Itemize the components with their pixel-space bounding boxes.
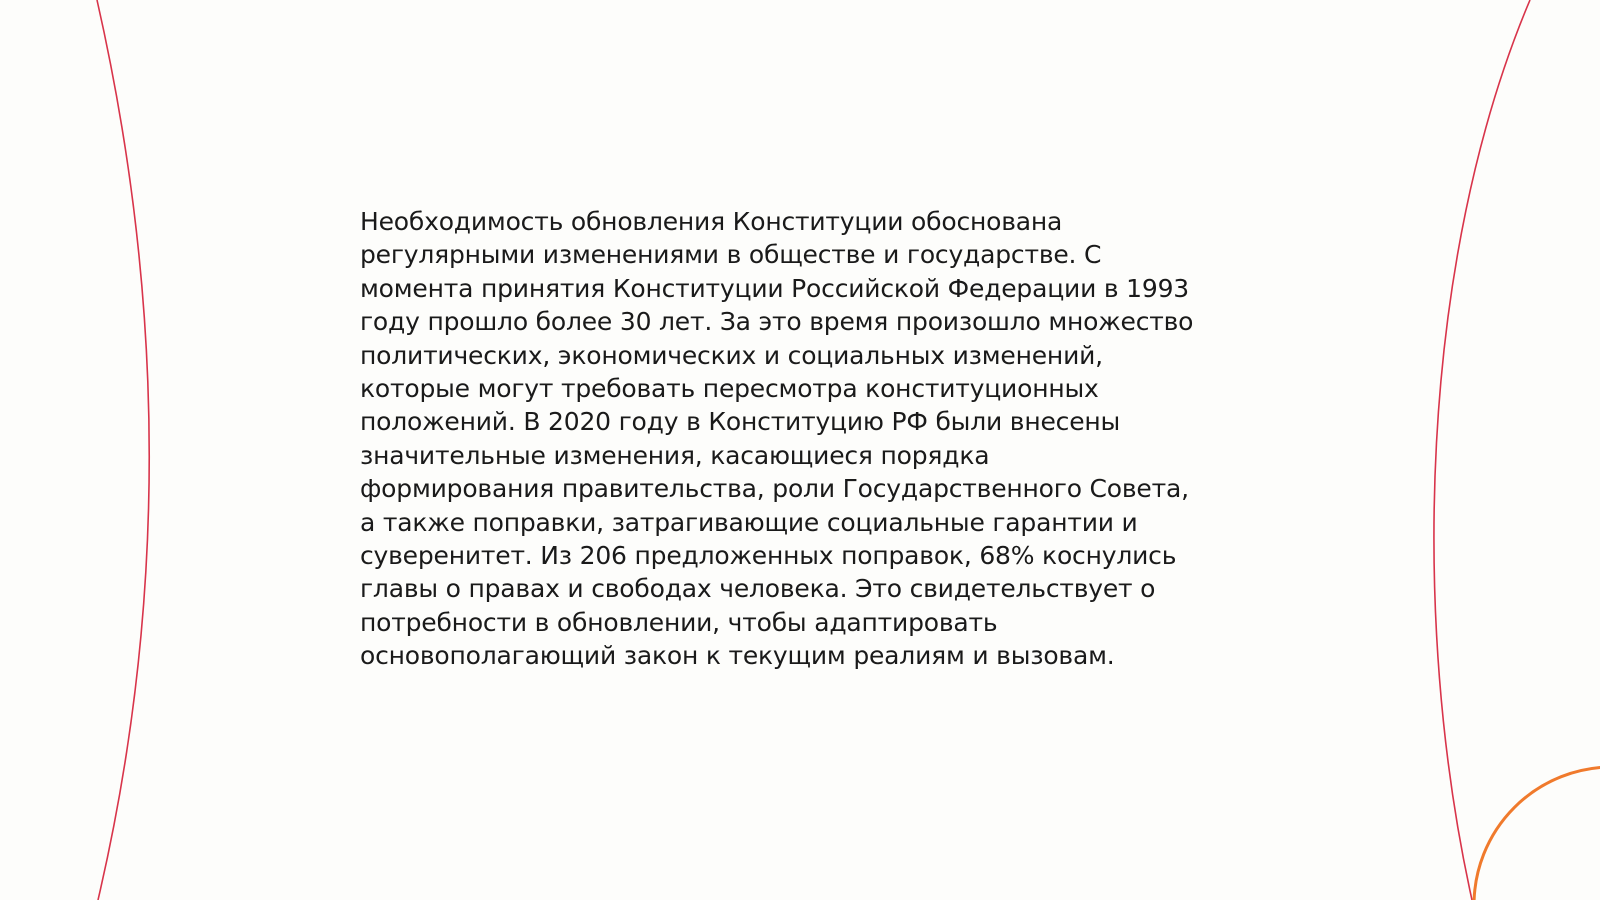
paragraph-line: формирования правительства, роли Государственного Совета, [360,474,1189,504]
orange-decorative-circle [1474,767,1600,900]
paragraph-line: суверенитет. Из 206 предложенных поправок, 68% коснулись [360,541,1177,571]
paragraph-line: потребности в обновлении, чтобы адаптировать [360,607,998,637]
paragraph-line: момента принятия Конституции Российской Федерации в 1993 [360,273,1189,303]
left-decorative-curve [97,0,149,900]
body-paragraph [360,205,1240,673]
paragraph-line: основополагающий закон к текущим реалиям и вызовам. [360,641,1115,671]
right-decorative-curve [1434,0,1530,900]
paragraph-line: году прошло более 30 лет. За это время произошло множество [360,307,1194,337]
paragraph-line: главы о правах и свободах человека. Это свидетельствует о [360,574,1156,604]
paragraph-line: политических, экономических и социальных изменений, [360,340,1103,370]
paragraph-line: Необходимость обновления Конституции обоснована [360,207,1063,236]
paragraph-line: положений. В 2020 году в Конституцию РФ были внесены [360,407,1121,437]
paragraph-line: регулярными изменениями в обществе и государстве. С [360,240,1102,270]
paragraph-line: которые могут требовать пересмотра конституционных [360,374,1099,404]
paragraph-line: значительные изменения, касающиеся порядка [360,440,990,470]
paragraph-line: а также поправки, затрагивающие социальные гарантии и [360,507,1138,537]
